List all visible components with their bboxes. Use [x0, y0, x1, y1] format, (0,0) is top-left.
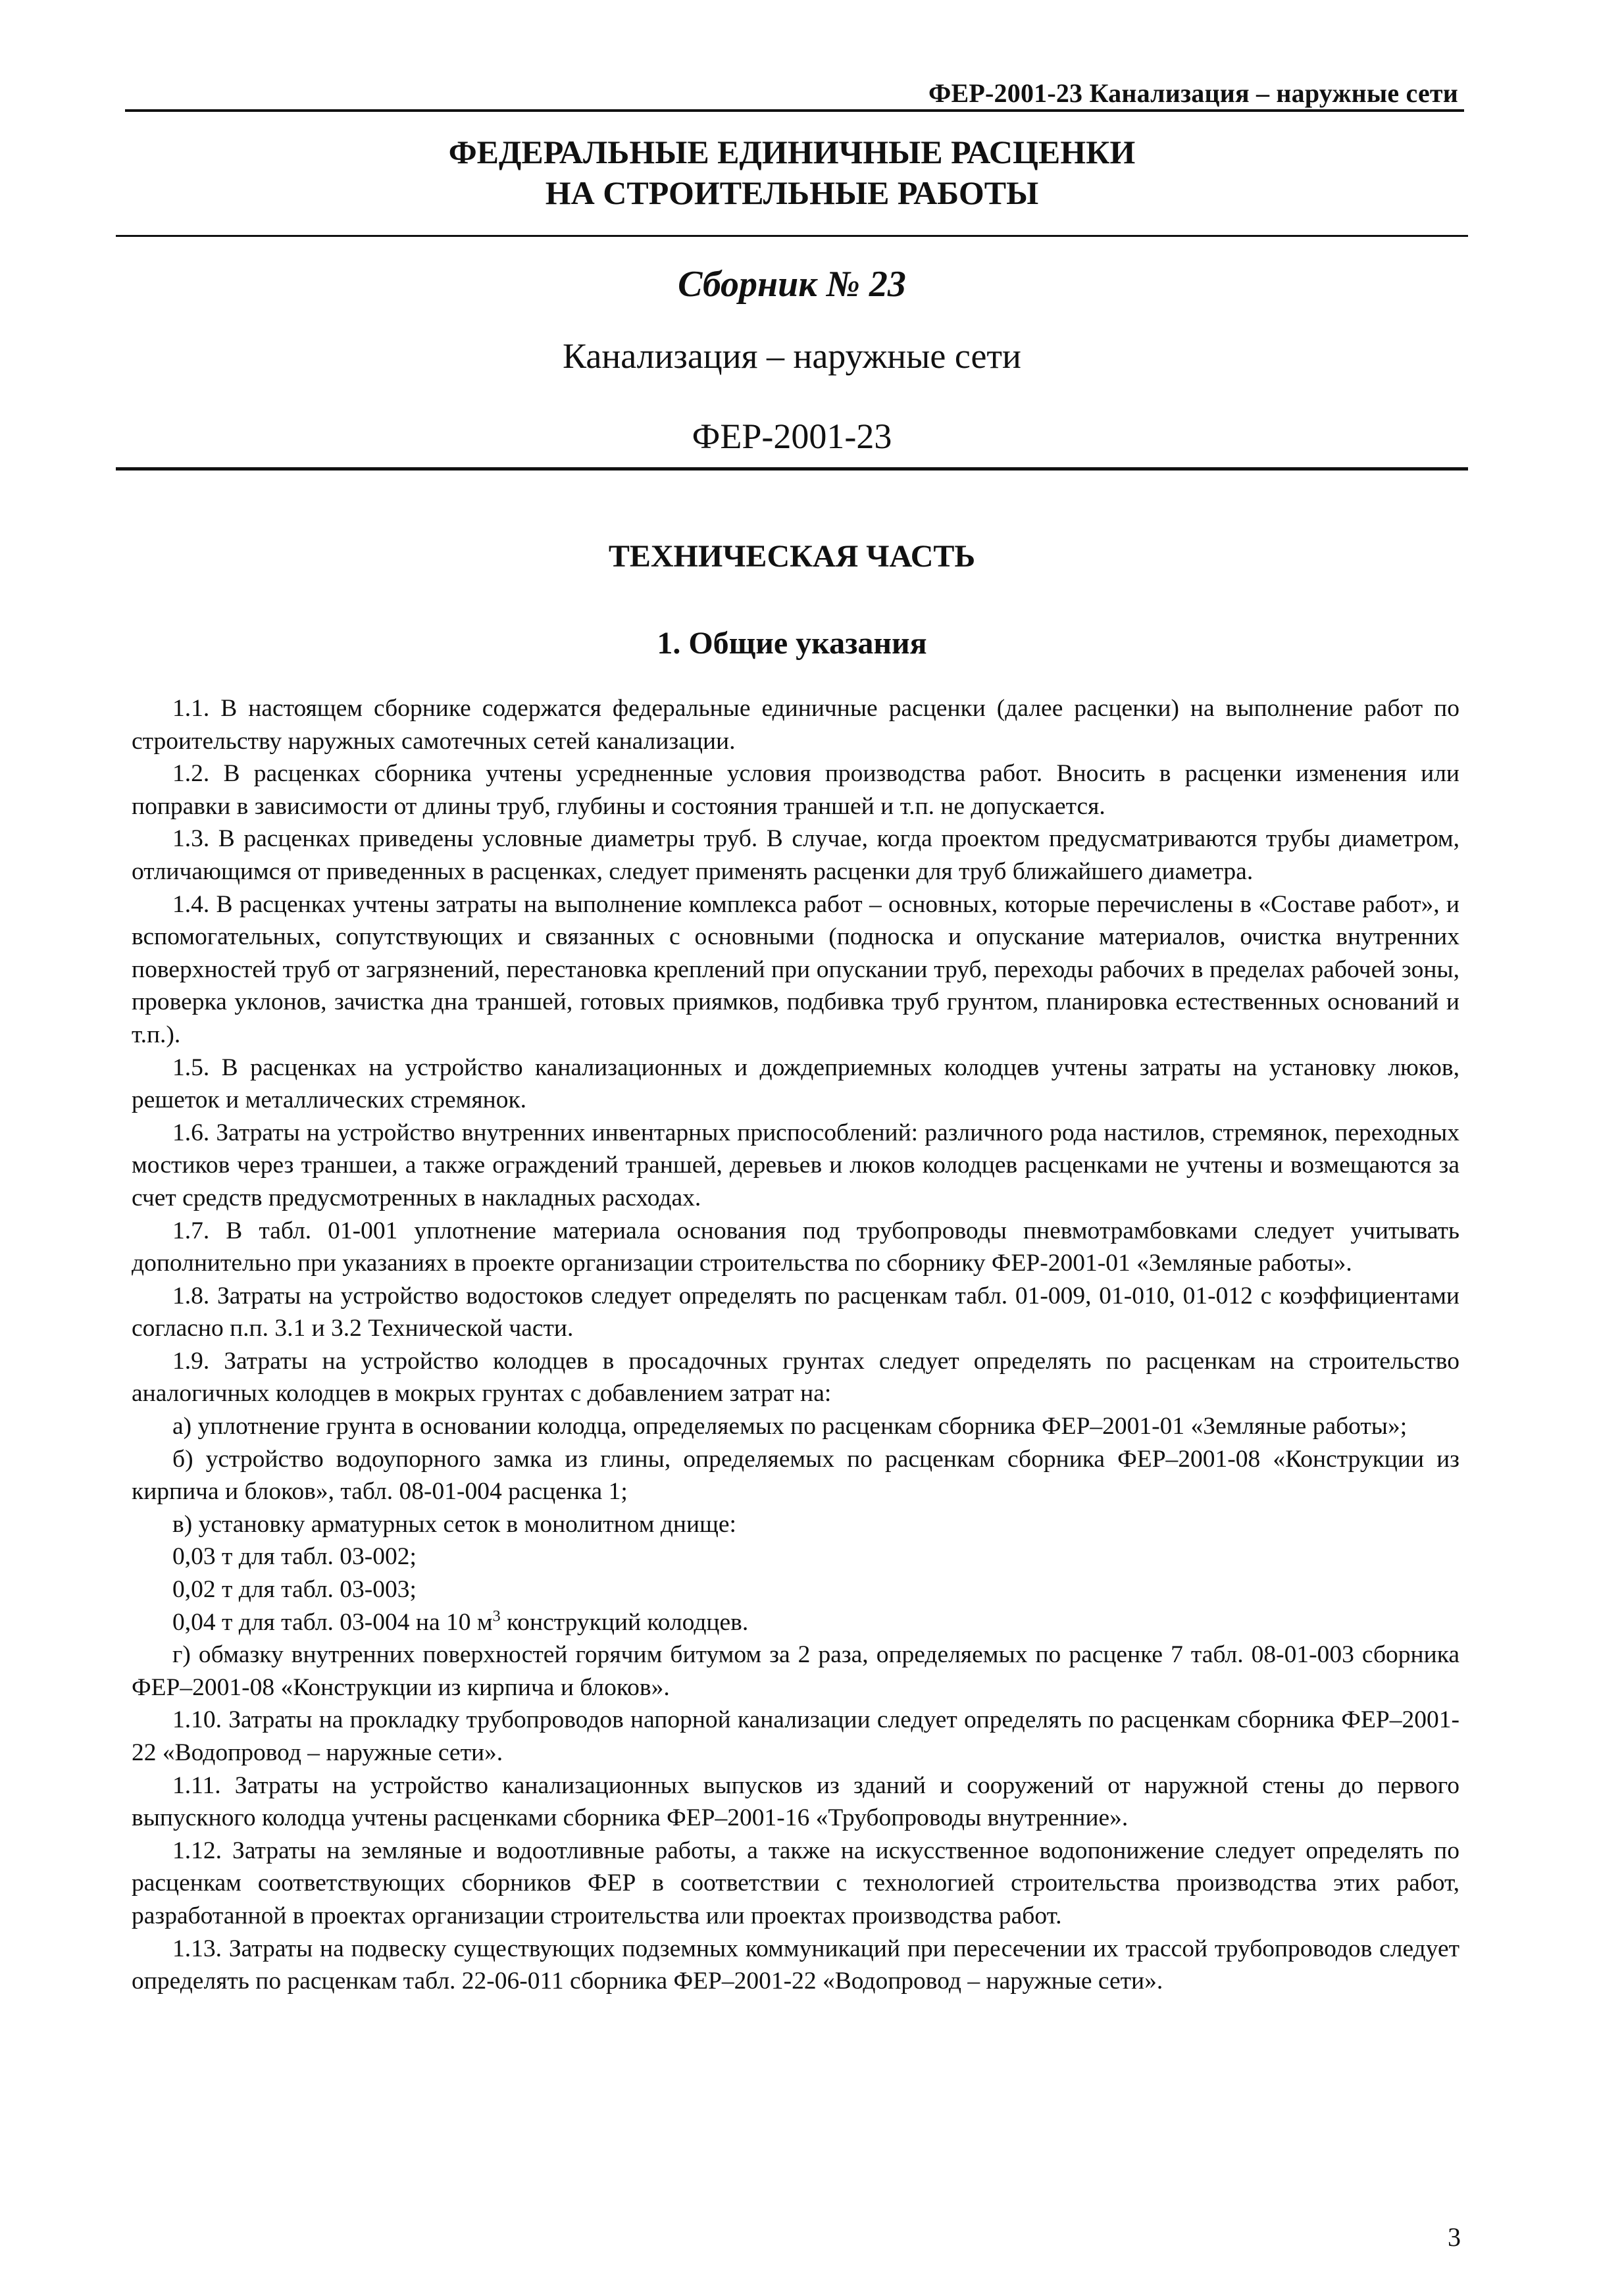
paragraph: б) устройство водоупорного замка из глины, определяемых по расценкам сборника ФЕР–2001-08 «Конструкции из кирпича и блоков», табл. 08-01-004 расценка 1; [132, 1445, 1459, 1506]
paragraph: 1.4. В расценках учтены затраты на выполнение комплекса работ – основных, которые перечислены в «Составе работ», и вспомогательных, сопутствующих и связанных с основными (подноска и опускание материалов, очистка внутренних поверхностей труб от загрязнений, перестановка креплений при опускании труб, переходы рабочих в пределах рабочей зоны, проверка уклонов, зачистка дна траншей, готовых приямков, подбивка труб грунтом, планировка естественных оснований и т.п.). [132, 890, 1459, 1048]
body-text [132, 692, 1459, 1998]
collection-subject: Канализация – наружные сети [563, 336, 1021, 376]
text-run: конструкций колодцев. [500, 1608, 749, 1636]
paragraph: 0,03 т для табл. 03-002; [172, 1543, 417, 1571]
paragraph: 1.5. В расценках на устройство канализационных и дождеприемных колодцев учтены затраты на установку люков, решеток и металлических стремянок. [132, 1054, 1459, 1114]
paragraph: 1.12. Затраты на земляные и водоотливные работы, а также на искусственное водопонижение следует определять по расценкам соответствующих сборников ФЕР в соответствии с технологией строительства производства этих работ, разработанной в проектах организации строительства или проектах производства работ. [132, 1837, 1459, 1929]
part-title: ТЕХНИЧЕСКАЯ ЧАСТЬ [608, 539, 976, 574]
page-number: 3 [1448, 2222, 1461, 2252]
paragraph: 1.7. В табл. 01-001 уплотнение материала основания под трубопроводы пневмотрамбовками следует учитывать дополнительно при указаниях в проекте организации строительства по сборнику ФЕР-2001-01 «Земляные работы». [132, 1217, 1459, 1277]
title-rule [116, 235, 1468, 237]
document-title [116, 132, 1468, 213]
paragraph: 1.3. В расценках приведены условные диаметры труб. В случае, когда проектом предусматриваются трубы диаметром, отличающимся от приведенных в расценках, следует применять расценки для труб ближайшего диаметра. [132, 825, 1459, 885]
paragraph: 1.1. В настоящем сборнике содержатся федеральные единичные расценки (далее расценки) на выполнение работ по строительству наружных самотечных сетей канализации. [132, 695, 1459, 755]
paragraph: 0,02 т для табл. 03-003; [172, 1576, 417, 1604]
paragraph: 1.9. Затраты на устройство колодцев в просадочных грунтах следует определять по расценкам на строительство аналогичных колодцев в мокрых грунтах с добавлением затрат на: [132, 1347, 1459, 1408]
collection-number: Сборник № 23 [678, 264, 906, 305]
paragraph: 1.6. Затраты на устройство внутренних инвентарных приспособлений: различного рода настилов, стремянок, переходных мостиков через траншеи, а также ограждений траншей, деревьев и люков колодцев расценками не учтены и возмещаются за счет средств предусмотренных в накладных расходах. [132, 1119, 1459, 1211]
title-line-1: ФЕДЕРАЛЬНЫЕ ЕДИНИЧНЫЕ РАСЦЕНКИ [448, 134, 1136, 170]
section-title: 1. Общие указания [657, 626, 927, 661]
code-rule [116, 467, 1468, 471]
paragraph: а) уплотнение грунта в основании колодца, определяемых по расценкам сборника ФЕР–2001-01 «Земляные работы»; [172, 1413, 1408, 1440]
title-line-2: НА СТРОИТЕЛЬНЫЕ РАБОТЫ [545, 174, 1039, 211]
paragraph: 1.11. Затраты на устройство канализационных выпусков из зданий и сооружений от наружной стены до первого выпускного колодца учтены расценками сборника ФЕР–2001-16 «Трубопроводы внутренние». [132, 1771, 1459, 1832]
superscript: 3 [492, 1608, 501, 1625]
paragraph: 1.8. Затраты на устройство водостоков следует определять по расценкам табл. 01-009, 01-010, 01-012 с коэффициентами согласно п.п. 3.1 и 3.2 Технической части. [132, 1282, 1459, 1342]
header-rule [125, 109, 1464, 112]
text-run: 0,04 т для табл. 03-004 на 10 м [172, 1608, 493, 1636]
paragraph: 1.13. Затраты на подвеску существующих подземных коммуникаций при пересечении их трассой трубопроводов следует определять по расценкам табл. 22-06-011 сборника ФЕР–2001-22 «Водопровод – наружные сети». [132, 1935, 1459, 1995]
collection-code: ФЕР-2001-23 [692, 417, 892, 456]
paragraph: г) обмазку внутренних поверхностей горячим битумом за 2 раза, определяемых по расценке 7 табл. 08-01-003 сборника ФЕР–2001-08 «Конструкции из кирпича и блоков». [132, 1641, 1459, 1701]
running-header: ФЕР-2001-23 Канализация – наружные сети [928, 78, 1458, 108]
paragraph [132, 1606, 1459, 1639]
paragraph: в) установку арматурных сеток в монолитном днище: [172, 1510, 736, 1538]
paragraph: 1.10. Затраты на прокладку трубопроводов напорной канализации следует определять по расценкам сборника ФЕР–2001-22 «Водопровод – наружные сети». [132, 1706, 1459, 1766]
paragraph: 1.2. В расценках сборника учтены усредненные условия производства работ. Вносить в расценки изменения или поправки в зависимости от длины труб, глубины и состояния траншей и т.п. не допускается. [132, 760, 1459, 820]
